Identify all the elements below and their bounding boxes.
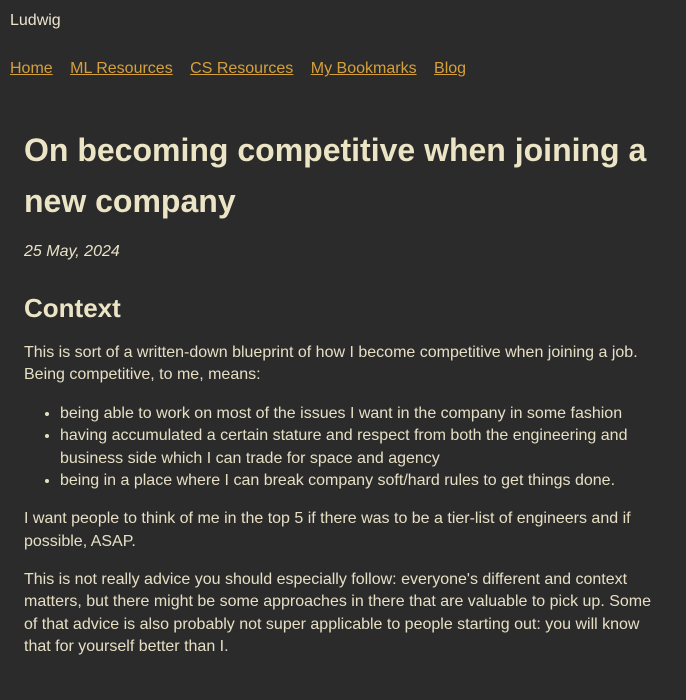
section-heading-context: Context bbox=[24, 292, 121, 323]
nav-link-cs-resources[interactable]: CS Resources bbox=[190, 60, 294, 78]
list-item: • being able to work on most of the issues I want in the company in some fashion bbox=[60, 403, 662, 425]
nav-link-blog[interactable]: Blog bbox=[434, 60, 467, 78]
site-title: Ludwig bbox=[10, 12, 61, 29]
post-title: On becoming competitive when joining a new company bbox=[24, 131, 647, 219]
disclaimer-paragraph: This is not really advice you should especially follow: everyone's different and context matters, but there might be some approaches in there that are valuable to pick up. Some of that advice is also probably not super applicable to people starting out: you will know that for yourself better than I. bbox=[24, 571, 652, 656]
nav-link-ml-resources[interactable]: ML Resources bbox=[70, 60, 173, 78]
post-date: 25 May, 2024 bbox=[24, 243, 120, 261]
blog-post bbox=[24, 125, 662, 659]
intro-paragraph: This is sort of a written-down blueprint of how I become competitive when joining a job. Being competitive, to me, means: bbox=[24, 343, 638, 384]
site-header bbox=[8, 10, 678, 81]
list-item: • being in a place where I can break company soft/hard rules to get things done. bbox=[60, 470, 662, 492]
nav-link-home[interactable]: Home bbox=[10, 60, 53, 78]
nav-link-my-bookmarks[interactable]: My Bookmarks bbox=[310, 60, 417, 78]
tier-paragraph: I want people to think of me in the top 5 if there was to be a tier-list of engineers and if possible, ASAP. bbox=[24, 510, 631, 550]
competitive-criteria-list bbox=[24, 403, 662, 493]
top-nav bbox=[10, 58, 678, 80]
list-item: • having accumulated a certain stature and respect from both the engineering and business side which I can trade for space and agency bbox=[60, 425, 662, 470]
